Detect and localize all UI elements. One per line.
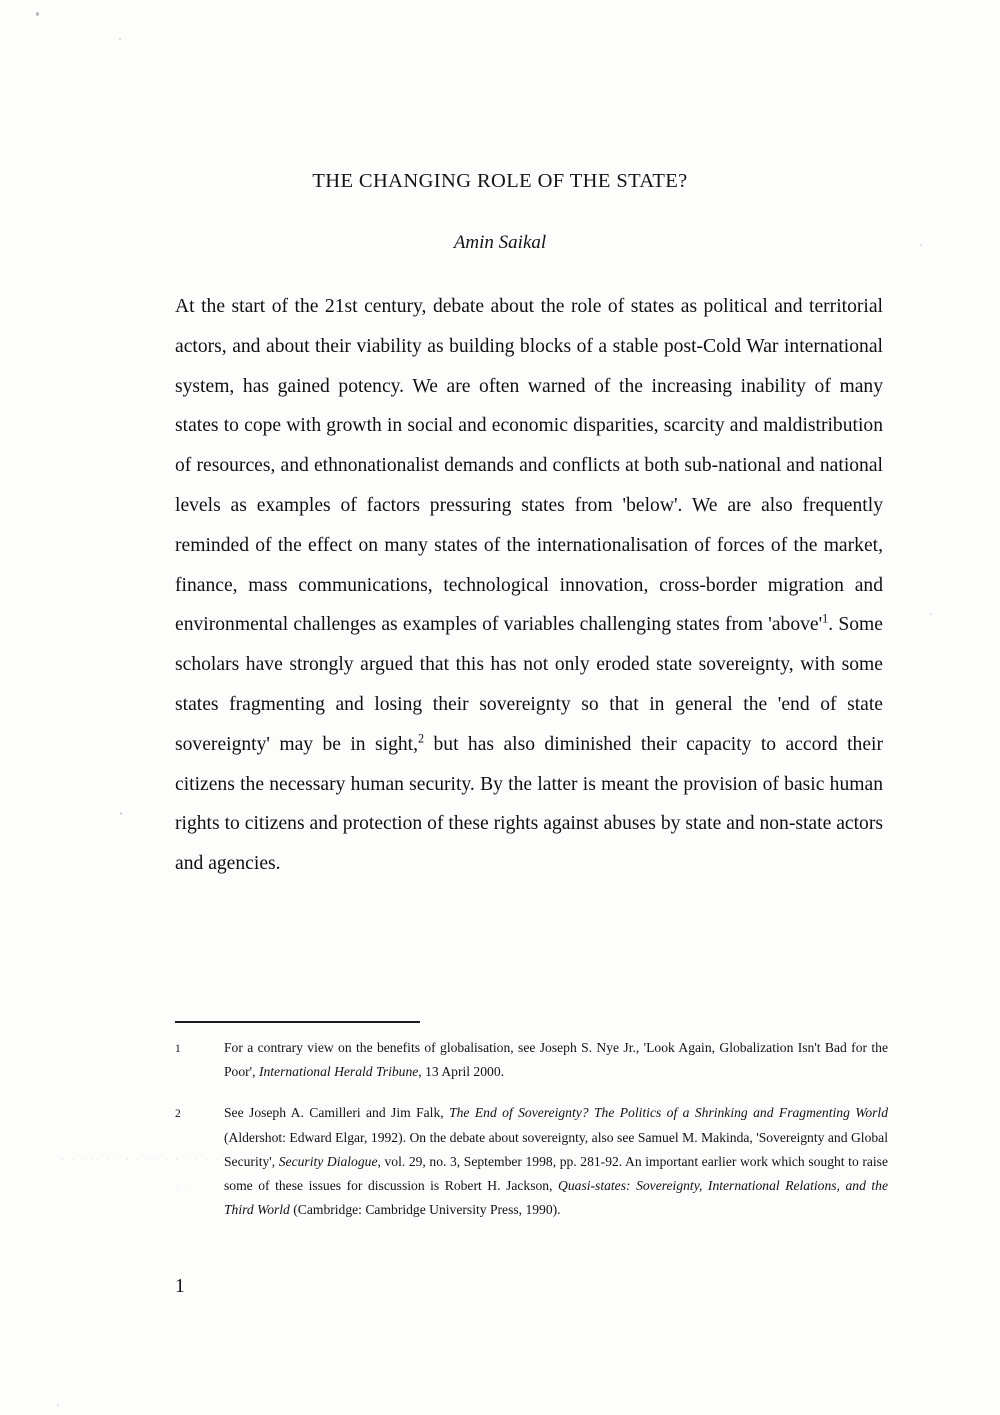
footnote-marker[interactable]: 2 (175, 1108, 181, 1121)
footnote-separator-rule (175, 1021, 420, 1023)
body-segment-1: At the start of the 21st century, debate about the role of states as political and territorial actors, and about their viability as building blocks of a stable post-Cold War international system, has gained potency. We are often warned of the increasing inability of many states to cope with growth in social and economic disparities, scarcity and maldistribution of resources, and ethnonationalist demands and conflicts at both sub-national and national levels as examples of factors pressuring states from 'below'. We are also frequently reminded of the effect on many states of the internationalisation of forces of the market, finance, mass communications, technological innovation, cross-border migration and environmental challenges as examples of variables challenging states from 'above' (175, 296, 883, 636)
scan-speck-row: . . (176, 1185, 191, 1192)
footnote-italic-title: The End of Sovereignty? The Politics of a Shrinking and Fragmenting World (449, 1105, 889, 1121)
body-text-block (175, 287, 883, 884)
footnote-text-part: For a contrary view on the benefits of globalisation, see Joseph S. Nye Jr., 'Look Again, Globalization Isn't Bad for the Poor', (224, 1040, 888, 1080)
page-number: 1 (175, 1276, 185, 1297)
scan-speck (930, 613, 932, 615)
body-paragraph (175, 287, 883, 884)
footnote-italic-title: International Herald Tribune (258, 1064, 419, 1080)
footnote-italic-title: Quasi-states: Sovereignty, International Relations, and the Third World (224, 1178, 889, 1218)
footnote-ref-2[interactable]: 2 (418, 731, 425, 746)
footnote-text-part: See Joseph A. Camilleri and Jim Falk, (224, 1105, 450, 1121)
author-byline: Amin Saikal (453, 232, 547, 253)
footnote-item (175, 1101, 888, 1222)
body-segment-3: but has also diminished their capacity to accord their citizens the necessary human security. By the latter is meant the provision of basic human rights to citizens and protection of these rights against abuses by state and non-state actors and agencies. (175, 733, 883, 875)
footnote-text-part: (Aldershot: Edward Elgar, 1992). On the debate about sovereignty, also see Samuel M. Makinda, 'Sovereignty and Global Security', (224, 1129, 888, 1169)
footnote-text-part: , vol. 29, no. 3, September 1998, pp. 281-92. An important earlier work which sought to raise some of these issues for discussion is Robert H. Jackson, (224, 1153, 888, 1194)
footnote-item (175, 1036, 888, 1084)
body-segment-2: . Some scholars have strongly argued that this has not only eroded state sovereignty, with some states fragmenting and losing their sovereignty so that in general the 'end of state sovereignty' may be in sight, (175, 614, 883, 755)
footnote-text-part: (Cambridge: Cambridge University Press, 1990). (289, 1202, 561, 1218)
footnote-text-part: , 13 April 2000. (418, 1064, 505, 1080)
footnote-marker[interactable]: 1 (175, 1043, 181, 1055)
scan-speck (36, 12, 39, 16)
scan-speck-row: . . . .. . . . . . . . . . . . . (62, 1155, 221, 1162)
page-title: THE CHANGING ROLE OF THE STATE? (312, 170, 688, 192)
footnote-ref-1[interactable]: 1 (822, 611, 829, 626)
scan-speck (57, 1404, 59, 1406)
scan-speck (119, 38, 121, 40)
scan-speck (120, 812, 122, 815)
footnote-block (175, 1036, 888, 1239)
footnote-italic-title: Security Dialogue (278, 1153, 378, 1169)
